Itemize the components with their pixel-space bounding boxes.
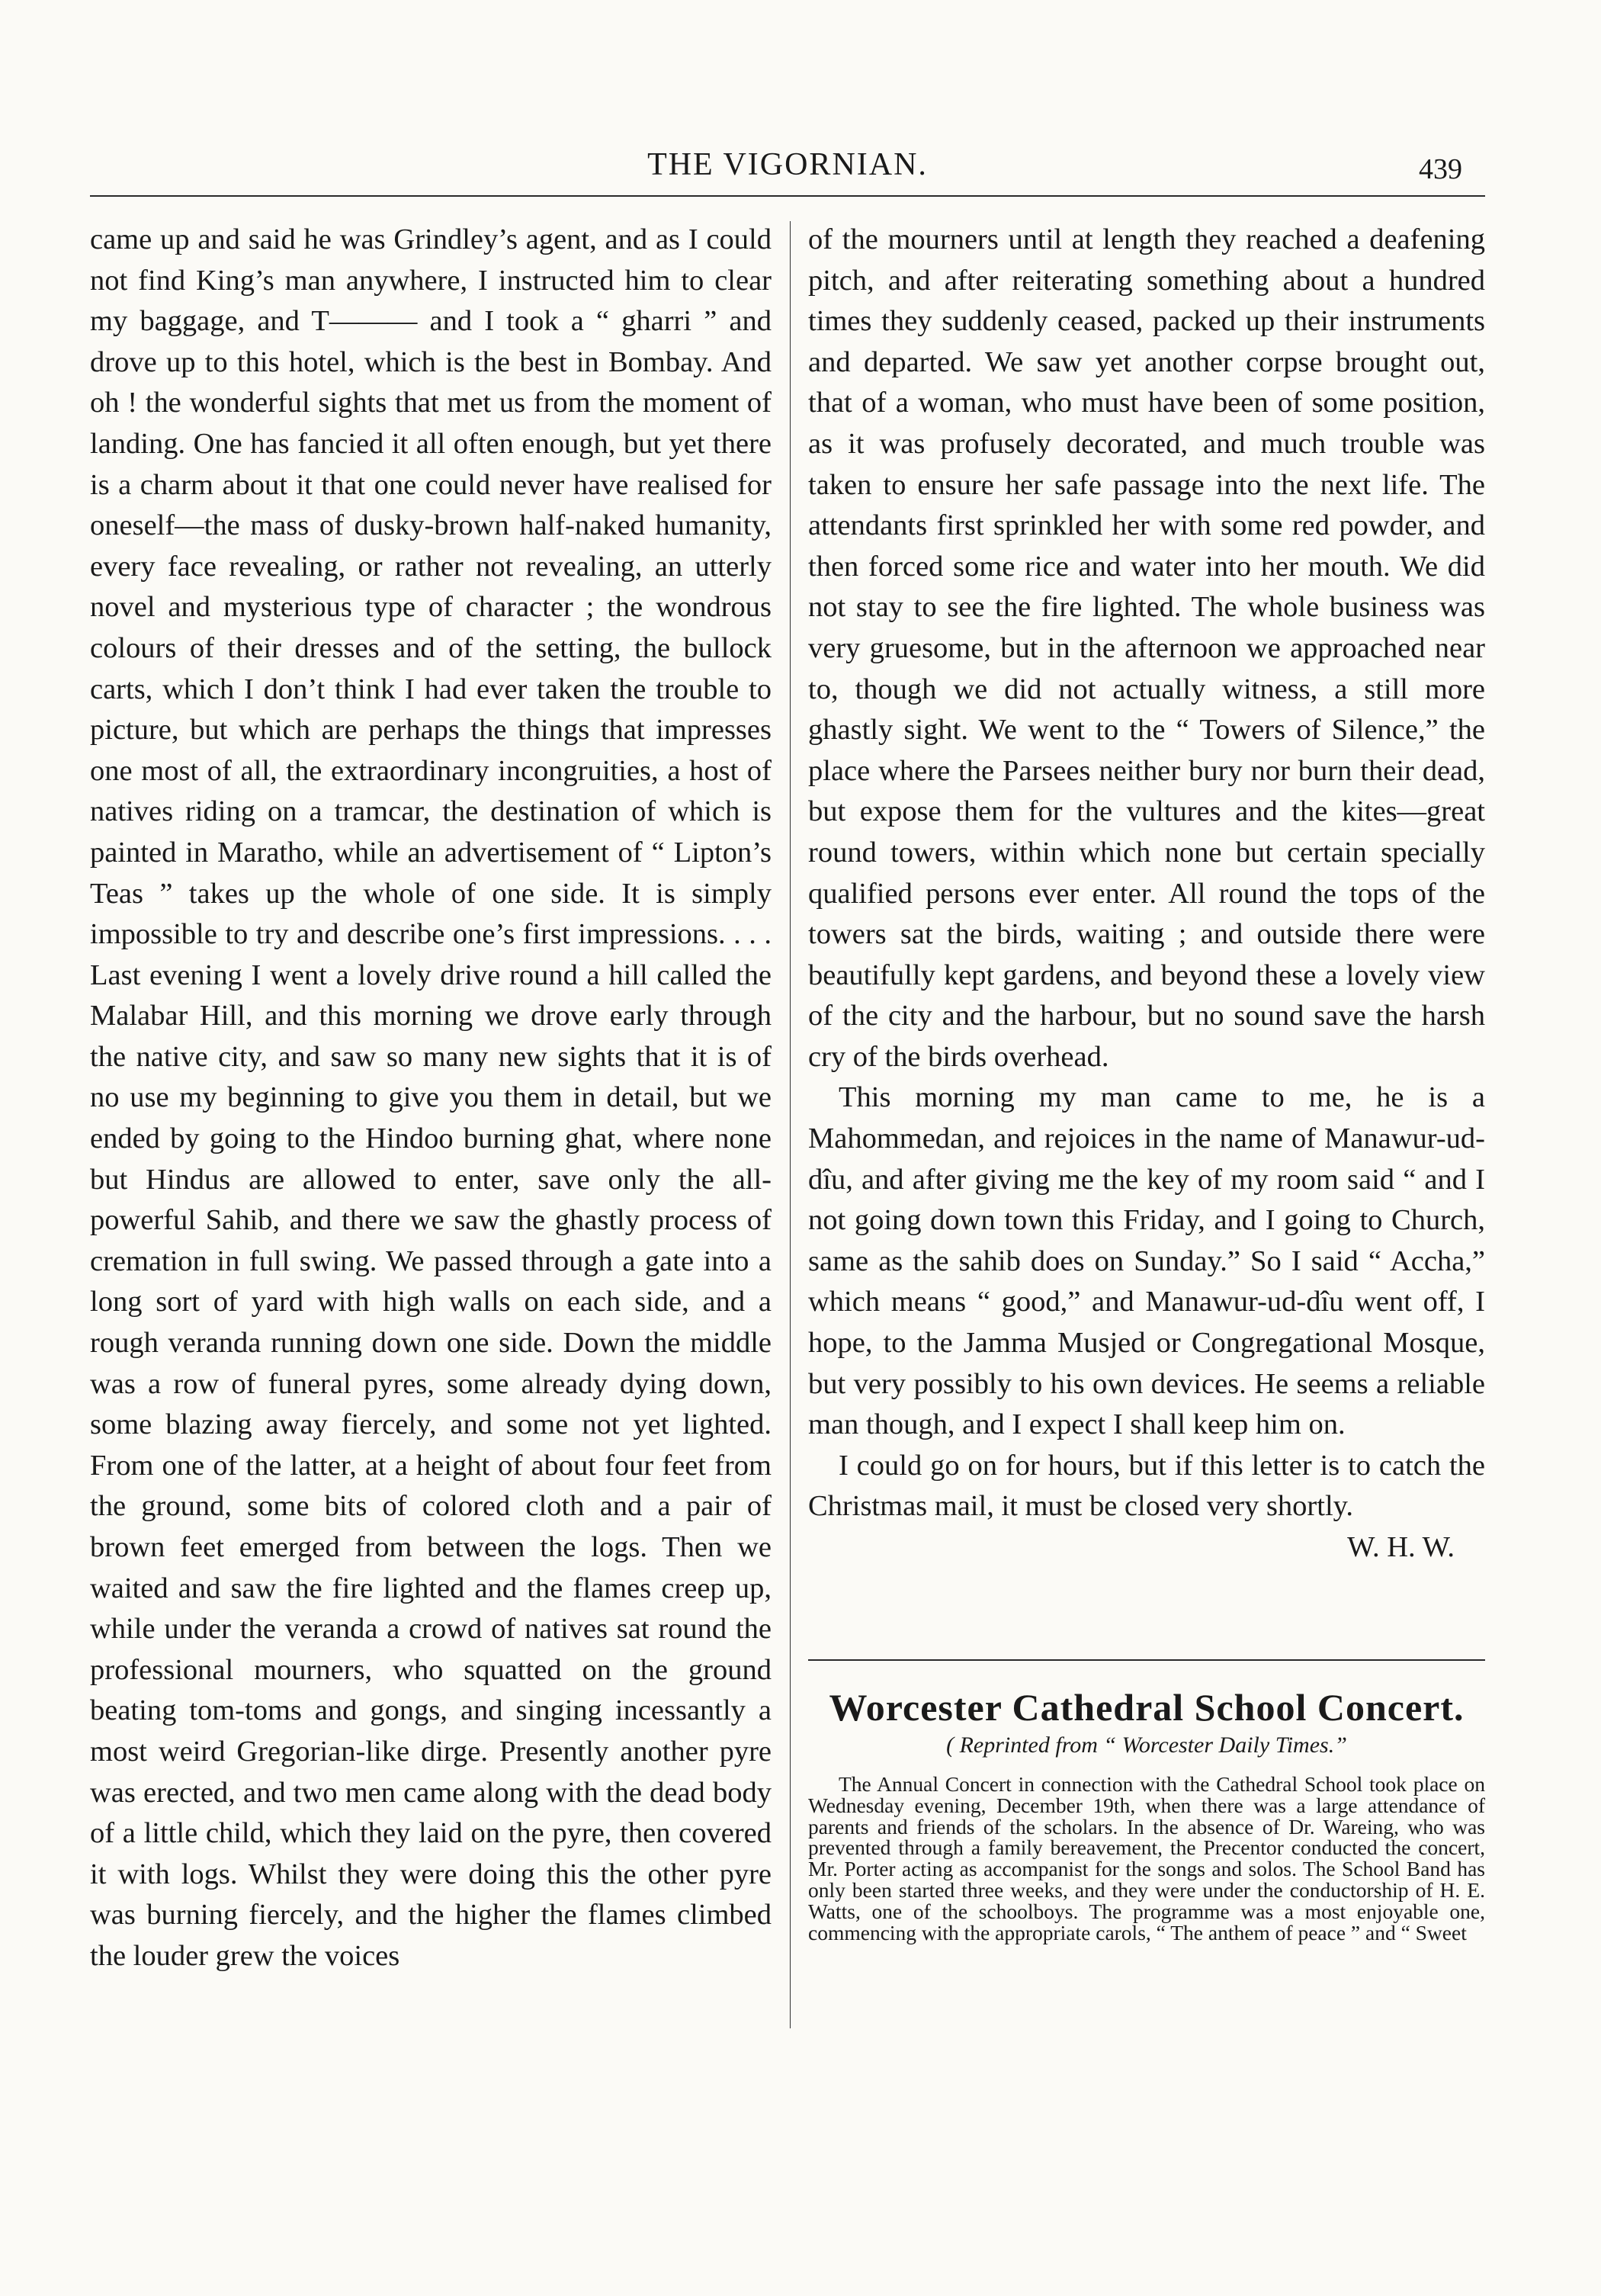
right-column (808, 220, 1485, 1569)
letter-paragraph: This morning my man came to me, he is a Mahommedan, and rejoices in the name of Manawur-ud-dîu, and after giving me the key of my room said “ and I not going down town this Friday, and I going to Church, same as the sahib does on Sunday.” So I said “ Accha,” which means “ good,” and Manawur-ud-dîu went off, I hope, to the Jamma Musjed or Congregational Mosque, but very possibly to his own devices. He seems a reliable man though, and I expect I shall keep him on. (808, 1081, 1485, 1441)
running-title: THE VIGORNIAN. (647, 147, 928, 182)
letter-paragraph: of the mourners until at length they reached a deafening pitch, and after reiterating something about a hundred times they suddenly ceased, packed up their instruments and departed. We saw yet another corpse brought out, that of a woman, who must have been of some position, as it was profusely decorated, and much trouble was taken to ensure her safe passage into the next life. The attendants first sprinkled her with some red powder, and then forced some rice and water into her mouth. We did not stay to see the fire lighted. The whole business was very gruesome, but in the afternoon we approached near to, though we did not actually witness, a still more ghastly sight. We went to the “ Towers of Silence,” the place where the Parsees neither bury nor burn their dead, but expose them for the vultures and the kites—great round towers, within which none but certain specially qualified persons ever enter. All round the tops of the towers sat the birds, waiting ; and outside there were beautifully kept gardens, and beyond these a lovely view of the city and the harbour, but no sound save the harsh cry of the birds overhead. (808, 223, 1485, 1073)
letter-signature: W. H. W. (1347, 1531, 1455, 1563)
concert-article-title: Worcester Cathedral School Concert. (829, 1686, 1465, 1729)
letter-paragraph: came up and said he was Grindley’s agent, and as I could not find King’s man anywhere, I instructed him to clear my baggage, and T——— and I took a “ gharri ” and drove up to this hotel, which is the best in Bombay. And oh ! the wonderful sights that met us from the moment of landing. One has fancied it all often enough, but yet there is a charm about it that one could never have realised for oneself—the mass of dusky-brown half-naked humanity, every face revealing, or rather not revealing, an utterly novel and mysterious type of character ; the wondrous colours of their dresses and of the setting, the bullock carts, which I don’t think I had ever taken the trouble to picture, but which are perhaps the things that impresses one most of all, the extraordinary incongruities, a host of natives riding on a tramcar, the destination of which is painted in Maratho, while an advertisement of “ Lipton’s Teas ” takes up the whole of one side. It is simply impossible to try and describe one’s first impressions. . . . Last evening I went a lovely drive round a hill called the Malabar Hill, and this morning we drove early through the native city, and saw so many new sights that it is of no use my beginning to give you them in detail, but we ended by going to the Hindoo burning ghat, where none but Hindus are allowed to enter, save only the all-powerful Sahib, and there we saw the ghastly process of cremation in full swing. We passed through a gate into a long sort of yard with high walls on each side, and a rough veranda running down one side. Down the middle was a row of funeral pyres, some already dying down, some blazing away fiercely, and some not yet lighted. From one of the latter, at a height of about four feet from the ground, some bits of colored cloth and a pair of brown feet emerged from between the logs. Then we waited and saw the fire lighted and the flames creep up, while under the veranda a crowd of natives sat round the professional mourners, who squatted on the ground beating tom-toms and gongs, and singing incessantly a most weird Gregorian-like dirge. Presently another pyre was erected, and two men came along with the dead body of a little child, which they laid on the pyre, then covered it with logs. Whilst they were doing this the other pyre was burning fiercely, and the higher the flames climbed the louder grew the voices (90, 223, 772, 1972)
page-header (90, 146, 1485, 192)
letter-paragraph: I could go on for hours, but if this letter is to catch the Christmas mail, it must be closed very shortly. (808, 1449, 1485, 1523)
left-column (90, 220, 772, 1977)
concert-article-body (808, 1774, 1485, 1943)
concert-article-subtitle: ( Reprinted from “ Worcester Daily Times.” (946, 1732, 1347, 1758)
section-rule (808, 1659, 1485, 1661)
concert-paragraph: The Annual Concert in connection with the Cathedral School took place on Wednesday evening, December 19th, when there was a large attendance of parents and friends of the scholars. In the absence of Dr. Wareing, who was prevented through a family bereavement, the Precentor conducted the concert, Mr. Porter acting as accompanist for the songs and solos. The School Band has only been started three weeks, and they were under the conductorship of H. E. Watts, one of the schoolboys. The programme was a most enjoyable one, commencing with the appropriate carols, “ The anthem of peace ” and “ Sweet (808, 1772, 1485, 1944)
header-rule (90, 195, 1485, 197)
column-divider (790, 221, 791, 2028)
page-number: 439 (1419, 153, 1462, 185)
